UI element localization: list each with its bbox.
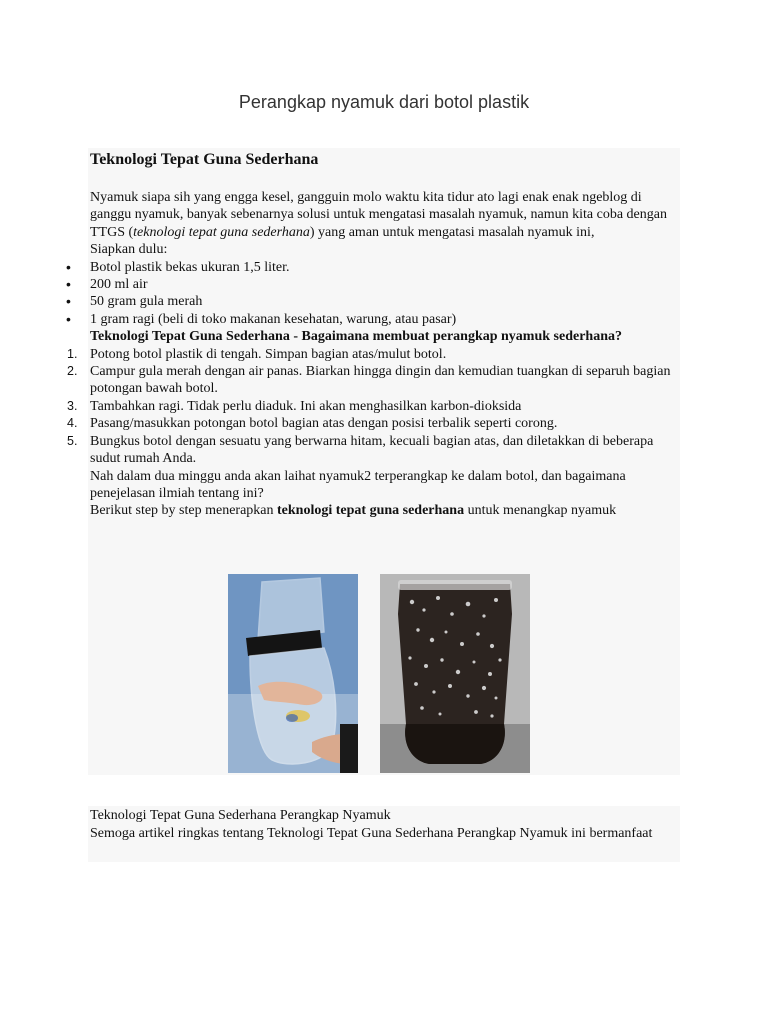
step-number: 2.: [67, 364, 78, 379]
result-paragraph: Nah dalam dua minggu anda akan laihat nyamuk2 terperangkap ke dalam botol, dan bagaimana penejelasan ilmiah tentang ini?: [90, 468, 626, 501]
step-by-step-line: [90, 502, 680, 519]
list-item: • 200 ml air: [90, 276, 680, 293]
list-item: [67, 415, 680, 432]
list-item: [67, 346, 680, 363]
article-heading: Teknologi Tepat Guna Sederhana: [90, 151, 319, 168]
step-text: Potong botol plastik di tengah. Simpan bagian atas/mulut botol.: [90, 346, 447, 362]
footer-line-2: Semoga artikel ringkas tentang Teknologi Tepat Guna Sederhana Perangkap Nyamuk ini bermanfaat: [90, 825, 653, 841]
step-text: Pasang/masukkan potongan botol bagian atas dengan posisi terbalik seperti corong.: [90, 416, 558, 432]
steps-heading: Teknologi Tepat Guna Sederhana - Bagaimana membuat perangkap nyamuk sederhana?: [90, 329, 622, 345]
document-title: Perangkap nyamuk dari botol plastik: [238, 92, 530, 112]
step-text: Tambahkan ragi. Tidak perlu diaduk. Ini akan menghasilkan karbon-dioksida: [90, 398, 522, 414]
footer-text: [90, 807, 670, 842]
list-item: • 1 gram ragi (beli di toko makanan kesehatan, warung, atau pasar): [90, 311, 680, 328]
step-by-step-text-1: Berikut step by step menerapkan: [90, 503, 278, 519]
list-item: [67, 433, 680, 468]
intro-text-1: Nyamuk siapa sih yang engga kesel, gangguin molo waktu kita tidur ato lagi enak enak ngeblog di ganggu nyamuk, banyak sebenarnya solusi untuk mengatasi masalah nyamuk, namun kita coba dengan TTGS (: [90, 190, 667, 240]
step-text: Campur gula merah dengan air panas. Biarkan hingga dingin dan kemudian tuangkan di separuh bagian potongan bawah botol.: [90, 364, 671, 397]
bottle-trap-illustration: [228, 574, 358, 773]
step-text: Bungkus botol dengan sesuatu yang berwarna hitam, kecuali bagian atas, dan diletakkan di beberapa sudut rumah Anda.: [90, 433, 654, 467]
step-number: 3.: [67, 398, 78, 413]
intro-text-italic: teknologi tepat guna sederhana: [133, 224, 310, 240]
intro-text-2: ) yang aman untuk mengatasi masalah nyamuk ini,: [309, 224, 595, 240]
step-by-step-bold: teknologi tepat guna sederhana: [277, 503, 465, 519]
intro-paragraph: [90, 189, 680, 241]
list-item: • 50 gram gula merah: [90, 293, 680, 310]
step-number: 4.: [67, 416, 78, 431]
article-body: [67, 150, 680, 520]
list-item: [67, 398, 680, 415]
step-by-step-text-2: untuk menangkap nyamuk: [464, 503, 617, 519]
list-item: • Botol plastik bekas ukuran 1,5 liter.: [90, 259, 680, 276]
steps-list: [67, 346, 680, 468]
step-number: 5.: [67, 433, 78, 448]
bottle-mosquitoes-illustration: [380, 574, 530, 773]
bottle-mosquitoes-photo: [380, 574, 530, 773]
footer-line-1: Teknologi Tepat Guna Sederhana Perangkap Nyamuk: [90, 808, 391, 823]
list-item: [67, 363, 680, 398]
prepare-label: Siapkan dulu:: [90, 242, 168, 258]
step-number: 1.: [67, 346, 78, 361]
ingredient-list: [90, 259, 680, 329]
bottle-trap-photo: [228, 574, 358, 773]
